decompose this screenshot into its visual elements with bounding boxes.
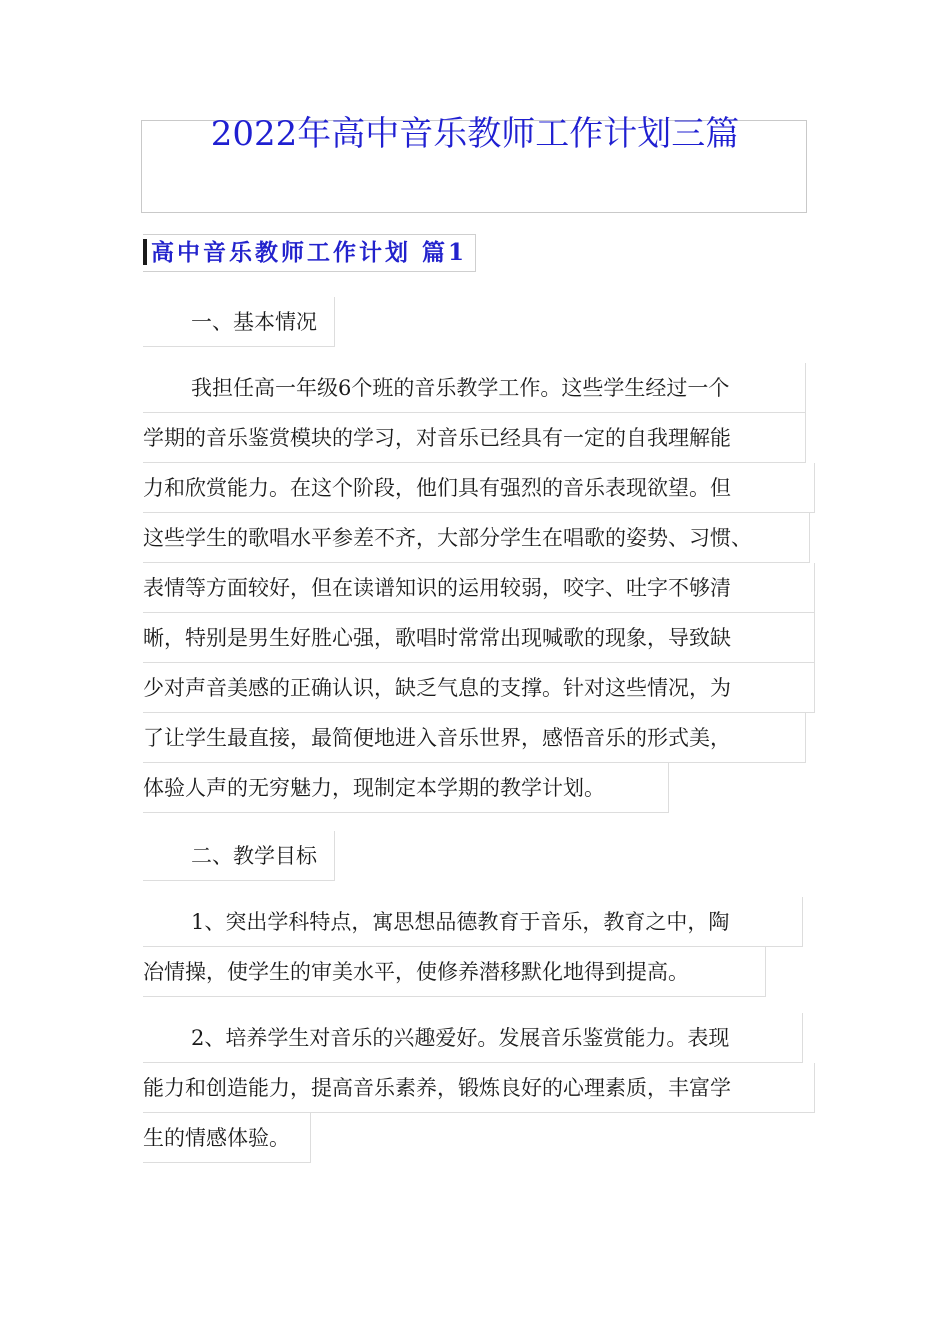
paragraph-line: 冶情操，使学生的审美水平，使修养潜移默化地得到提高。 bbox=[143, 947, 766, 997]
heading-marker bbox=[143, 239, 147, 265]
paragraph-line: 表情等方面较好，但在读谱知识的运用较弱，咬字、吐字不够清 bbox=[143, 563, 815, 613]
paragraph-line: 一、基本情况 bbox=[143, 297, 335, 347]
paragraph-line: 我担任高一年级6个班的音乐教学工作。这些学生经过一个 bbox=[143, 363, 806, 413]
heading-teaching-goals bbox=[143, 831, 335, 881]
paragraph-line: 二、教学目标 bbox=[143, 831, 335, 881]
paragraph-line: 能力和创造能力，提高音乐素养，锻炼良好的心理素质，丰富学 bbox=[143, 1063, 815, 1113]
paragraph-line: 1、突出学科特点，寓思想品德教育于音乐，教育之中，陶 bbox=[143, 897, 803, 947]
document-title: 2022年高中音乐教师工作计划三篇 bbox=[210, 114, 740, 154]
paragraph-line: 生的情感体验。 bbox=[143, 1113, 311, 1163]
paragraph-line: 少对声音美感的正确认识，缺乏气息的支撑。针对这些情况，为 bbox=[143, 663, 815, 713]
paragraph-basic-situation bbox=[143, 363, 815, 813]
heading-basic-situation bbox=[143, 297, 335, 347]
paragraph-line: 学期的音乐鉴赏模块的学习，对音乐已经具有一定的自我理解能 bbox=[143, 413, 806, 463]
paragraph-goal-1 bbox=[143, 897, 803, 997]
paragraph-line: 了让学生最直接，最简便地进入音乐世界，感悟音乐的形式美， bbox=[143, 713, 806, 763]
paragraph-goal-2 bbox=[143, 1013, 815, 1163]
paragraph-line: 力和欣赏能力。在这个阶段，他们具有强烈的音乐表现欲望。但 bbox=[143, 463, 815, 513]
section-heading-text: 高中音乐教师工作计划 篇1 bbox=[151, 239, 468, 266]
paragraph-line: 晰，特别是男生好胜心强，歌唱时常常出现喊歌的现象，导致缺 bbox=[143, 613, 815, 663]
paragraph-line: 这些学生的歌唱水平参差不齐，大部分学生在唱歌的姿势、习惯、 bbox=[143, 513, 810, 563]
paragraph-line: 体验人声的无穷魅力，现制定本学期的教学计划。 bbox=[143, 763, 669, 813]
section-heading bbox=[143, 234, 476, 272]
paragraph-line: 2、培养学生对音乐的兴趣爱好。发展音乐鉴赏能力。表现 bbox=[143, 1013, 803, 1063]
